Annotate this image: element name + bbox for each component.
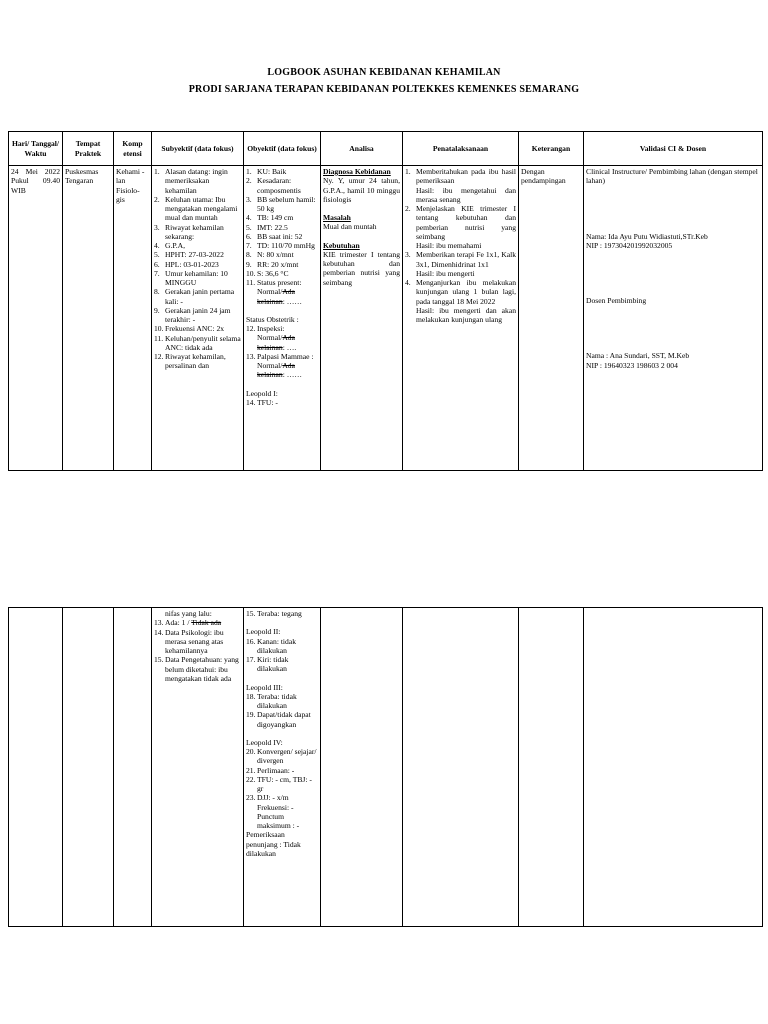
cell-keterangan <box>519 608 584 927</box>
list-item: 18. Teraba: tidak dilakukan <box>246 691 297 710</box>
penatalaksanaan-list <box>405 167 516 324</box>
cell-kompetensi: Kehami -lan Fisiolo- gis <box>114 166 152 471</box>
validasi-ci-name: Nama: Ida Ayu Putu Widiastuti,STr.Keb <box>586 231 708 241</box>
kebutuhan-text: KIE trimester I tentang kebutuhan dan pemberian nutrisi yang seimbang <box>323 249 400 287</box>
cell-analisa <box>321 608 403 927</box>
obyektif-list <box>246 167 318 278</box>
list-item: 3. Memberikan terapi Fe 1x1, Kalk 3x1, Dimenhidrinat 1x1 Hasil: ibu mengerti <box>405 250 516 278</box>
list-item: 5. HPHT: 27-03-2022 <box>154 250 224 260</box>
header-penatalaksanaan: Penatalaksanaan <box>403 132 519 166</box>
list-item: 13. Ada: 1 / Tidak ada <box>154 618 222 628</box>
list-item: 7. TD: 110/70 mmHg <box>246 241 315 250</box>
list-item: 4. Menganjurkan ibu melakukan kunjungan ulang 1 bulan lagi, pada tanggal 18 Mei 2022 Hasil: ibu mengerti dan akan melakukan kunjungan ulang <box>405 278 516 324</box>
masalah-heading: Masalah <box>323 213 351 222</box>
list-item: 8. N: 80 x/mnt <box>246 250 294 260</box>
obyektif-list-leopold <box>246 398 318 407</box>
cell-obyektif <box>244 608 321 927</box>
list-item: 14. TFU: - <box>246 397 278 407</box>
subyektif-list-cont <box>154 618 241 683</box>
list-item: 15. Teraba: tegang <box>246 609 302 618</box>
cell-penatalaksanaan <box>403 608 519 927</box>
list-item: 12. Inspeksi: Normal/Ada kelainan: …. <box>246 324 297 352</box>
list-item: 11. Keluhan/penyulit selama ANC: tidak ada <box>154 333 241 352</box>
header-row <box>9 132 763 166</box>
header-analisa: Analisa <box>321 132 403 166</box>
cell-analisa <box>321 166 403 471</box>
list-item: 1. Alasan datang: ingin memeriksakan kehamilan <box>154 167 228 195</box>
subyektif-continuation: nifas yang lalu: <box>165 609 212 618</box>
result-text: Hasil: ibu memahami <box>416 241 482 250</box>
list-item: 3. Riwayat kehamilan sekarang: <box>154 222 224 241</box>
obyektif-list-cont <box>246 609 318 830</box>
list-item: 20. Konvergen/ sejajar/ divergen <box>246 747 317 766</box>
list-item: 2. Kesadaran: composmentis <box>246 176 301 195</box>
list-item: 13. Palpasi Mammae : Normal/Ada kelainan: …… <box>246 351 314 380</box>
diagnosa-heading: Diagnosa Kebidanan <box>323 167 391 176</box>
header-hari: Hari/ Tanggal/ Waktu <box>9 132 63 166</box>
validasi-ci-nip: NIP : 197304201992032005 <box>586 240 673 250</box>
result-text: Hasil: ibu mengetahui dan merasa senang <box>416 185 516 204</box>
header-kompetensi: Komp etensi <box>114 132 152 166</box>
list-item: 8. Gerakan janin pertama kali: - <box>154 287 235 306</box>
list-item: 3. BB sebelum hamil: 50 kg <box>246 194 316 213</box>
cell-subyektif <box>152 166 244 471</box>
cell-keterangan: Dengan pendampingan <box>519 166 584 471</box>
cell-tempat <box>63 608 114 927</box>
cell-subyektif <box>152 608 244 927</box>
list-item: 7. Umur kehamilan: 10 MINGGU <box>154 268 228 287</box>
header-keterangan: Keterangan <box>519 132 584 166</box>
table-row <box>9 166 763 471</box>
result-text: Hasil: ibu mengerti <box>416 268 475 278</box>
cell-hari: 24 Mei 2022 Pukul 09.40 WIB <box>9 166 63 471</box>
list-item: 9. Gerakan janin 24 jam terakhir: - <box>154 305 231 324</box>
leopold-label: Leopold III: <box>246 682 283 692</box>
leopold-1-label: Leopold I: <box>246 388 278 398</box>
cell-validasi <box>584 166 763 471</box>
list-item: 16. Kanan: tidak dilakukan <box>246 636 297 655</box>
list-item: 4. TB: 149 cm <box>246 213 294 223</box>
diagnosa-text: Ny. Y, umur 24 tahun, G.P.A., hamil 10 minggu fisiologis <box>323 176 400 204</box>
list-item: 12. Riwayat kehamilan, persalinan dan <box>154 352 226 371</box>
status-obstetrik-label: Status Obstetrik : <box>246 314 299 324</box>
header-tempat: Tempat Praktek <box>63 132 114 166</box>
list-item: 4. G.P.A, <box>154 241 186 250</box>
logbook-title: LOGBOOK ASUHAN KEBIDANAN KEHAMILAN <box>267 67 501 78</box>
cell-penatalaksanaan <box>403 166 519 471</box>
header-obyektif: Obyektif (data fokus) <box>244 132 321 166</box>
obyektif-sublist <box>246 637 318 674</box>
masalah-text: Mual dan muntah <box>323 222 377 232</box>
obyektif-sublist <box>246 747 318 830</box>
penunjang-text: Pemeriksaan penunjang : Tidak dilakukan <box>246 830 301 858</box>
list-item: 23. DJJ: - x/m Frekuensi: - Punctum maksimum : - <box>246 793 300 830</box>
list-item: 1. Memberitahukan pada ibu hasil pemeriksaan Hasil: ibu mengetahui dan merasa senang <box>405 167 516 204</box>
logbook-table-page1 <box>8 131 763 471</box>
obyektif-list-obstetrik <box>246 324 318 380</box>
program-title: PRODI SARJANA TERAPAN KEBIDANAN POLTEKKES KEMENKES SEMARANG <box>188 84 580 95</box>
validasi-dosen-name: Nama : Ana Sundari, SST, M.Keb <box>586 351 690 361</box>
list-item: 6. HPL: 03-01-2023 <box>154 259 219 269</box>
result-text: Hasil: ibu mengerti dan akan melakukan kunjungan ulang <box>416 305 516 324</box>
validasi-dosen-label: Dosen Pembimbing <box>586 296 647 305</box>
table-row <box>9 608 763 927</box>
validasi-ci-label: Clinical Instructure/ Pembimbing lahan (dengan stempel lahan) <box>586 167 758 186</box>
subyektif-list <box>154 167 241 371</box>
validasi-dosen-nip: NIP : 19640323 198603 2 004 <box>586 360 678 370</box>
cell-tempat: Puskesmas Tengaran <box>63 166 114 471</box>
list-item: 21. Perlimaan: - <box>246 765 295 775</box>
list-item: 14. Data Psikologi: ibu merasa senang atas kehamilannya <box>154 627 224 655</box>
list-item: 2. Keluhan utama: Ibu mengatakan mengalami mual dan muntah <box>154 194 238 223</box>
obyektif-sublist <box>246 609 318 618</box>
leopold-label: Leopold II: <box>246 627 281 637</box>
logbook-table-page2 <box>8 607 763 927</box>
obyektif-list-status <box>246 278 318 306</box>
list-item: 17. Kiri: tidak dilakukan <box>246 655 289 674</box>
cell-hari <box>9 608 63 927</box>
list-item: 10. Frekuensi ANC: 2x <box>154 324 225 334</box>
list-item: 22. TFU: - cm, TBJ: - gr <box>246 774 312 793</box>
list-item: 1. KU: Baik <box>246 167 287 176</box>
list-item: 15. Data Pengetahuan: yang belum diketahui: ibu mengatakan tidak ada <box>154 655 239 683</box>
cell-validasi <box>584 608 763 927</box>
list-item: 19. Dapat/tidak dapat digoyangkan <box>246 710 311 729</box>
list-item: 2. Menjelaskan KIE trimester I tentang kebutuhan dan pemberian nutrisi yang seimbang Hasil: ibu memahami <box>405 204 516 250</box>
header-validasi: Validasi CI & Dosen <box>584 132 763 166</box>
kebutuhan-heading: Kebutuhan <box>323 240 360 250</box>
obyektif-sublist <box>246 692 318 729</box>
list-item: 6. BB saat ini: 52 <box>246 231 303 241</box>
list-item: 9. RR: 20 x/mnt <box>246 259 299 269</box>
list-item: 5. IMT: 22.5 <box>246 222 288 232</box>
header-subyektif: Subyektif (data fokus) <box>152 132 244 166</box>
cell-obyektif <box>244 166 321 471</box>
cell-kompetensi <box>114 608 152 927</box>
list-item: 11. Status present: Normal/Ada kelainan: …… <box>246 278 302 306</box>
list-item: 10. S: 36,6 °C <box>246 268 289 278</box>
leopold-label: Leopold IV: <box>246 737 283 747</box>
